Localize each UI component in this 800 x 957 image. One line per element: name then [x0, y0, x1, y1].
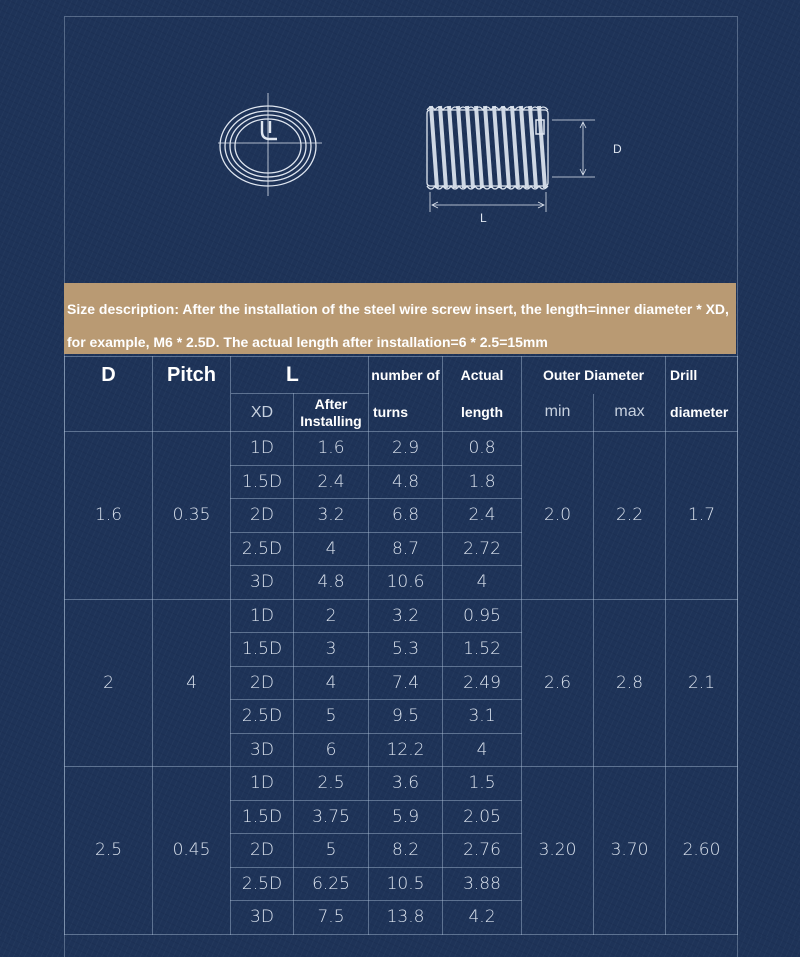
header-pitch: Pitch	[153, 357, 231, 394]
cell-turns: 7.4	[369, 666, 443, 700]
cell-turns: 2.9	[369, 432, 443, 466]
cell-actual-length: 3.1	[443, 700, 522, 734]
cell-d: 2	[65, 599, 153, 767]
cell-after-installing: 6	[294, 733, 369, 767]
cell-after-installing: 7.5	[294, 901, 369, 935]
cell-actual-length: 2.4	[443, 499, 522, 533]
specification-table	[64, 356, 738, 935]
cell-xd: 3D	[231, 901, 294, 935]
banner-line-2: for example, M6 * 2.5D. The actual length after installation=6 * 2.5=15mm	[67, 334, 548, 350]
cell-after-installing: 1.6	[294, 432, 369, 466]
cell-after-installing: 6.25	[294, 867, 369, 901]
cell-turns: 5.9	[369, 800, 443, 834]
cell-turns: 5.3	[369, 633, 443, 667]
header-after-installing	[294, 394, 369, 432]
cell-actual-length: 0.95	[443, 599, 522, 633]
cell-after-installing: 3.2	[294, 499, 369, 533]
cell-turns: 13.8	[369, 901, 443, 935]
cell-after-installing: 4	[294, 666, 369, 700]
insert-end-view-icon	[218, 93, 322, 196]
cell-outer-min: 2.6	[522, 599, 594, 767]
cell-xd: 2D	[231, 499, 294, 533]
table-row	[65, 599, 738, 633]
header-after-installing-2: Installing	[300, 412, 362, 429]
header-min: min	[522, 394, 594, 432]
cell-actual-length: 2.05	[443, 800, 522, 834]
cell-after-installing: 5	[294, 834, 369, 868]
header-actual-2: length	[443, 394, 522, 432]
cell-xd: 1D	[231, 599, 294, 633]
insert-diagram	[0, 0, 800, 283]
cell-drill-diameter: 2.60	[666, 767, 738, 935]
cell-after-installing: 4.8	[294, 566, 369, 600]
header-max: max	[594, 394, 666, 432]
cell-actual-length: 2.76	[443, 834, 522, 868]
cell-xd: 3D	[231, 566, 294, 600]
cell-xd: 2.5D	[231, 532, 294, 566]
banner-line-1: Size description: After the installation of the steel wire screw insert, the length=inner diameter * XD,	[67, 301, 729, 317]
cell-pitch: 4	[153, 599, 231, 767]
cell-xd: 1.5D	[231, 633, 294, 667]
cell-xd: 1.5D	[231, 465, 294, 499]
cell-actual-length: 1.5	[443, 767, 522, 801]
cell-xd: 2.5D	[231, 867, 294, 901]
dimension-d-label: D	[613, 142, 622, 156]
header-turns-1: number of	[369, 357, 443, 394]
cell-turns: 12.2	[369, 733, 443, 767]
header-turns-2: turns	[369, 394, 443, 432]
cell-d: 1.6	[65, 432, 153, 600]
cell-turns: 8.2	[369, 834, 443, 868]
header-outer-diameter: Outer Diameter	[522, 357, 666, 394]
cell-xd: 1.5D	[231, 800, 294, 834]
cell-xd: 2D	[231, 666, 294, 700]
cell-outer-min: 2.0	[522, 432, 594, 600]
header-actual-1: Actual	[443, 357, 522, 394]
cell-xd: 1D	[231, 432, 294, 466]
cell-outer-max: 3.70	[594, 767, 666, 935]
cell-turns: 6.8	[369, 499, 443, 533]
cell-actual-length: 4.2	[443, 901, 522, 935]
cell-after-installing: 2	[294, 599, 369, 633]
cell-turns: 4.8	[369, 465, 443, 499]
header-d: D	[65, 357, 153, 394]
cell-after-installing: 4	[294, 532, 369, 566]
cell-actual-length: 0.8	[443, 432, 522, 466]
cell-actual-length: 1.8	[443, 465, 522, 499]
cell-turns: 9.5	[369, 700, 443, 734]
cell-turns: 10.5	[369, 867, 443, 901]
cell-xd: 2.5D	[231, 700, 294, 734]
cell-actual-length: 1.52	[443, 633, 522, 667]
cell-outer-max: 2.8	[594, 599, 666, 767]
table-row	[65, 767, 738, 801]
header-after-installing-1: After	[314, 395, 348, 412]
header-drill-1: Drill	[666, 357, 738, 394]
cell-after-installing: 5	[294, 700, 369, 734]
header-d-spacer	[65, 394, 153, 432]
header-pitch-spacer	[153, 394, 231, 432]
cell-d: 2.5	[65, 767, 153, 935]
cell-drill-diameter: 1.7	[666, 432, 738, 600]
cell-pitch: 0.35	[153, 432, 231, 600]
header-drill-2: diameter	[666, 394, 738, 432]
insert-side-view-icon	[427, 106, 595, 212]
cell-turns: 3.6	[369, 767, 443, 801]
table-row	[65, 432, 738, 466]
cell-xd: 2D	[231, 834, 294, 868]
size-description-banner	[64, 283, 736, 354]
cell-outer-max: 2.2	[594, 432, 666, 600]
cell-actual-length: 3.88	[443, 867, 522, 901]
cell-xd: 1D	[231, 767, 294, 801]
header-xd: XD	[231, 394, 294, 432]
cell-drill-diameter: 2.1	[666, 599, 738, 767]
header-l: L	[231, 357, 369, 394]
cell-turns: 3.2	[369, 599, 443, 633]
cell-after-installing: 3.75	[294, 800, 369, 834]
cell-after-installing: 3	[294, 633, 369, 667]
cell-turns: 10.6	[369, 566, 443, 600]
cell-actual-length: 4	[443, 566, 522, 600]
cell-actual-length: 2.49	[443, 666, 522, 700]
cell-outer-min: 3.20	[522, 767, 594, 935]
dimension-l-label: L	[480, 211, 487, 225]
cell-turns: 8.7	[369, 532, 443, 566]
cell-after-installing: 2.5	[294, 767, 369, 801]
cell-xd: 3D	[231, 733, 294, 767]
cell-actual-length: 2.72	[443, 532, 522, 566]
cell-after-installing: 2.4	[294, 465, 369, 499]
cell-actual-length: 4	[443, 733, 522, 767]
cell-pitch: 0.45	[153, 767, 231, 935]
